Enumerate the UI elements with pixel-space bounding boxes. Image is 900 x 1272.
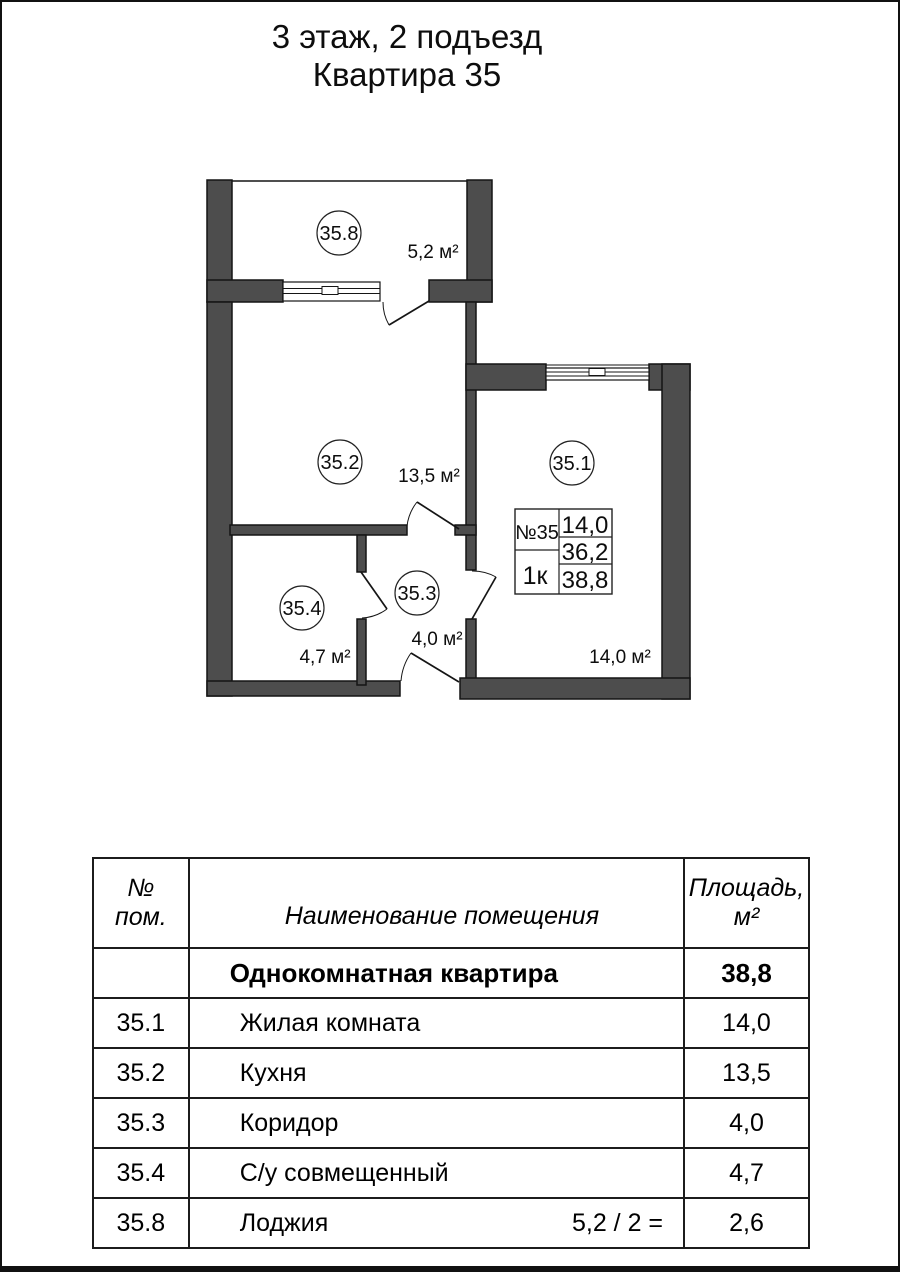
room-marker-bathroom — [280, 586, 324, 630]
wall — [357, 619, 366, 685]
table-row: 35.8 Лоджия 5,2 / 2 = 2,6 — [93, 1198, 809, 1248]
room-marker-corridor — [395, 571, 439, 615]
wall — [466, 619, 476, 685]
info-apartment-number: №35 — [515, 522, 559, 544]
wall — [466, 364, 546, 390]
kitchen-door — [407, 502, 459, 529]
area-label-kitchen: 13,5 м² — [398, 466, 460, 487]
floor-plan — [2, 2, 900, 822]
table-header-row — [93, 858, 809, 948]
wall — [207, 280, 283, 302]
table-row: 35.3 Коридор 4,0 — [93, 1098, 809, 1148]
bathroom-door — [361, 572, 387, 618]
summary-name: Однокомнатная квартира — [189, 948, 684, 998]
info-rooms-count: 1к — [522, 562, 548, 590]
room-marker-loggia — [317, 211, 361, 255]
info-living-area: 14,0 — [561, 512, 609, 539]
entrance-door — [401, 653, 459, 682]
title-apartment: Квартира 35 — [312, 56, 502, 93]
summary-area: 38,8 — [684, 948, 809, 998]
wall — [207, 302, 232, 696]
wall — [662, 364, 690, 699]
wall — [429, 280, 492, 302]
header-room-number: № пом. — [93, 858, 189, 948]
balcony-door — [383, 301, 429, 325]
table-row: 35.1 Жилая комната 14,0 — [93, 998, 809, 1048]
header-area: Площадь, м² — [684, 858, 809, 948]
wall — [460, 678, 690, 699]
info-total-area: 38,8 — [561, 567, 609, 594]
wall — [230, 525, 407, 535]
wall — [357, 535, 366, 572]
room-number: 35.2 — [320, 452, 360, 474]
room-number: 35.4 — [282, 598, 322, 620]
room-number: 35.8 — [319, 223, 359, 245]
table-row: 35.2 Кухня 13,5 — [93, 1048, 809, 1098]
area-label-corridor: 4,0 м² — [411, 629, 463, 650]
info-area-without-loggia: 36,2 — [561, 539, 609, 566]
room-number: 35.3 — [397, 583, 437, 605]
row-name: Лоджия — [239, 1208, 329, 1237]
room-number: 35.1 — [552, 453, 592, 475]
living-room-window — [546, 365, 649, 380]
apartment-info-box — [515, 509, 612, 594]
header-room-name: Наименование помещения — [189, 858, 684, 948]
area-label-loggia: 5,2 м² — [407, 242, 459, 263]
wall — [455, 525, 476, 535]
row-note: 5,2 / 2 = — [571, 1208, 664, 1237]
living-room-door — [472, 571, 496, 619]
rooms-area-table — [92, 857, 810, 1249]
loggia-window — [283, 282, 380, 301]
title-floor-entrance: 3 этаж, 2 подъезд — [271, 18, 543, 55]
area-label-bathroom: 4,7 м² — [299, 647, 351, 668]
table-row: 35.4 С/у совмещенный 4,7 — [93, 1148, 809, 1198]
room-marker-kitchen — [318, 440, 362, 484]
area-label-living-room: 14,0 м² — [589, 647, 651, 668]
room-marker-living-room — [550, 441, 594, 485]
table-summary-row — [93, 948, 809, 998]
wall — [207, 681, 400, 696]
